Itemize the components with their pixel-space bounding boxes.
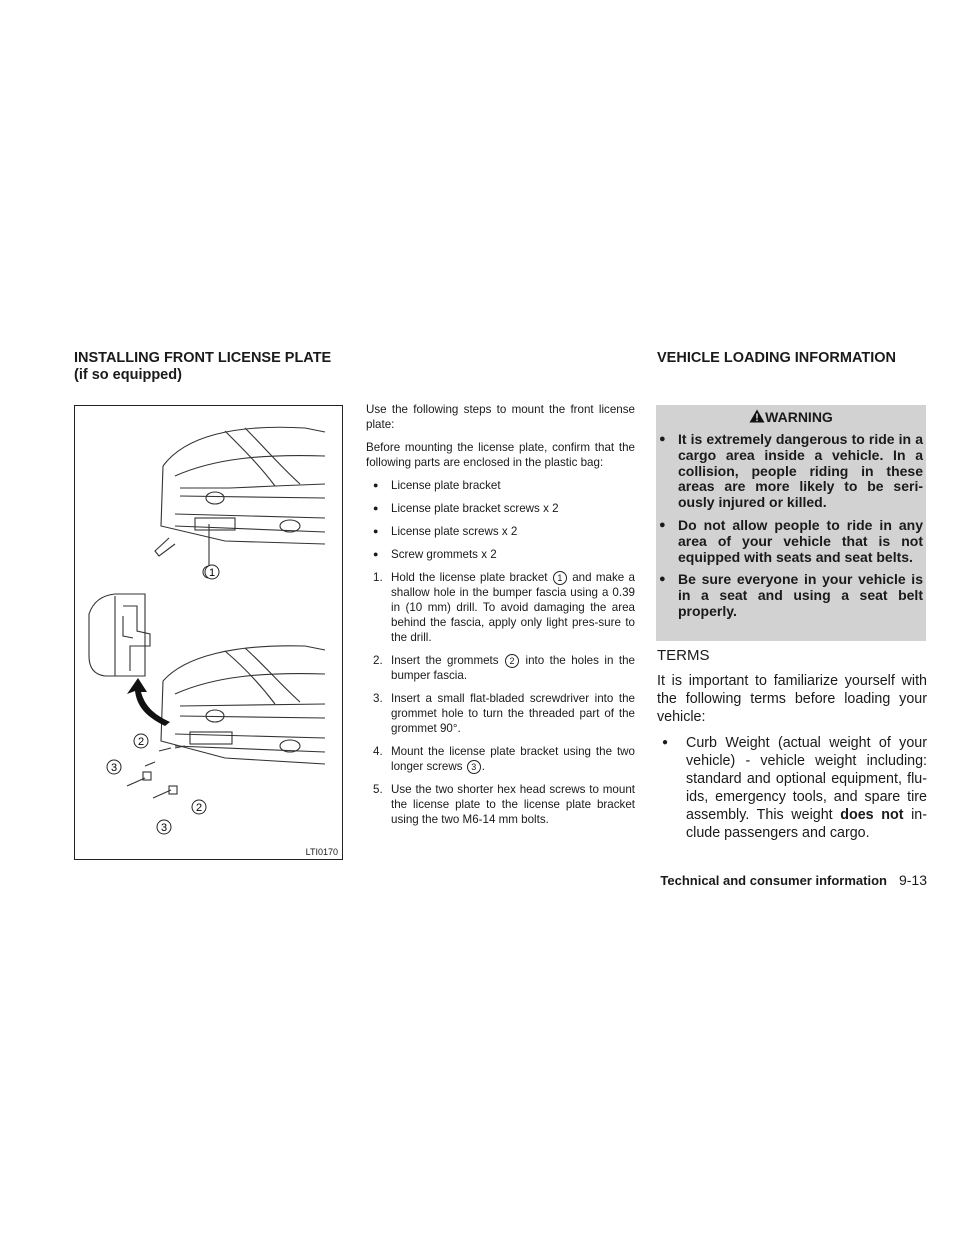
figure-caption: LTI0170 — [305, 847, 338, 857]
list-item: ● License plate screws x 2 — [366, 524, 635, 539]
before-text: Before mounting the license plate, confirm that the following parts are enclosed in the plastic bag: — [366, 441, 635, 469]
warning-triangle-icon — [749, 409, 765, 423]
warning-title-text: WARNING — [765, 409, 833, 425]
term-item — [657, 734, 927, 842]
warning-item: ● It is extremely dangerous to ride in a cargo area inside a vehicle. In a collision, people riding in these areas are more likely to be seri-ously injured or killed. — [656, 432, 923, 511]
list-item: ● Screw grommets x 2 — [366, 547, 635, 562]
warning-item: ● Be sure everyone in your vehicle is in a seat and using a seat belt properly. — [656, 572, 923, 619]
callout-2b: 2 — [195, 802, 203, 814]
terms-section — [657, 647, 927, 842]
step-text: and make a shallow hole in the bumper fascia using a 0.39 in (10 mm) drill. To avoid damaging the area behind the fascia, apply only light pres-sure to the drill. — [391, 571, 635, 644]
warning-box — [656, 405, 926, 641]
callout-3a: 3 — [110, 762, 118, 774]
list-item: ● License plate bracket screws x 2 — [366, 501, 635, 516]
step-text: Insert the grommets — [391, 654, 505, 667]
terms-heading: TERMS — [657, 647, 710, 664]
step-text: Hold the license plate bracket — [391, 571, 552, 584]
terms-list — [657, 734, 927, 842]
warning-title — [656, 409, 926, 427]
step-1 — [366, 570, 635, 645]
car-bumper-drawing — [75, 406, 342, 859]
callout-3b: 3 — [160, 822, 168, 834]
step-number: 5. — [373, 783, 383, 796]
step-4 — [366, 744, 635, 774]
section-heading-vehicle-loading: VEHICLE LOADING INFORMATION — [657, 350, 896, 366]
steps-list — [366, 570, 635, 827]
list-item: ● License plate bracket — [366, 478, 635, 493]
step-text: into the holes in the bumper fascia. — [391, 654, 635, 682]
callout-1: 1 — [208, 567, 216, 579]
step-number: 3. — [373, 692, 383, 705]
heading-line1: INSTALLING FRONT LICENSE PLATE — [74, 350, 332, 366]
step-5 — [366, 782, 635, 827]
callout-ref: 3 — [467, 760, 481, 774]
step-text: Mount the license plate bracket using the two longer screws — [391, 745, 635, 773]
step-3 — [366, 691, 635, 736]
callout-ref: 2 — [505, 654, 519, 668]
section-heading-license-plate — [74, 350, 331, 384]
step-number: 1. — [373, 571, 383, 584]
step-number: 2. — [373, 654, 383, 667]
step-2 — [366, 653, 635, 683]
step-text: Insert a small flat-bladed screwdriver into the grommet hole to turn the threaded part of the grommet 90°. — [391, 692, 635, 735]
intro-text: Use the following steps to mount the front license plate: — [366, 403, 635, 431]
parts-list — [366, 478, 635, 562]
callout-2a: 2 — [137, 736, 145, 748]
term-text: Curb Weight (actual weight of your vehicle) - vehicle weight including: standard and optional equipment, flu-ids, emergency tools, and spare tire assembly. This weight — [686, 735, 927, 823]
step-number: 4. — [373, 745, 383, 758]
warning-list — [656, 432, 926, 620]
page-footer — [660, 872, 927, 888]
heading-line2: (if so equipped) — [74, 367, 182, 383]
term-text: in-clude passengers and cargo. — [686, 807, 927, 841]
installation-instructions — [366, 402, 635, 835]
footer-section-title: Technical and consumer information — [660, 873, 887, 888]
step-text: . — [481, 760, 485, 773]
license-plate-illustration — [74, 405, 343, 860]
term-emphasis: does not — [840, 807, 904, 823]
step-text: Use the two shorter hex head screws to mount the license plate to the license plate bracket using the two M6-14 mm bolts. — [391, 783, 635, 826]
callout-ref: 1 — [553, 571, 567, 585]
page-number: 9-13 — [898, 872, 927, 888]
warning-item: ● Do not allow people to ride in any area of your vehicle that is not equipped with seats and seat belts. — [656, 518, 923, 565]
terms-intro: It is important to familiarize yourself with the following terms before loading your vehicle: — [657, 673, 927, 725]
